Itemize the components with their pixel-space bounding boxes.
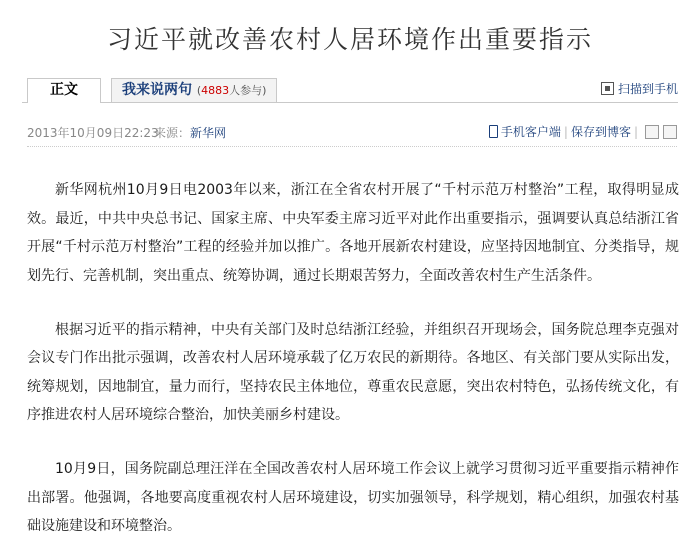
publish-date: 2013年10月09日22:23 — [27, 126, 159, 140]
qr-code-icon — [601, 82, 614, 95]
comments-label: 我来说两句 — [122, 82, 192, 98]
article-body — [27, 176, 679, 541]
separator: | — [563, 125, 568, 139]
paragraph: 10月9日，国务院副总理汪洋在全国改善农村人居环境工作会议上就学习贯彻习近平重要指示精神作出部署。他强调，各地要高度重视农村人居环境建设，切实加强领导，科学规划，精心组织，加强农村基础设施建设和环境整治。 — [27, 461, 679, 534]
tab-comments[interactable] — [111, 78, 277, 102]
meta-divider — [27, 146, 677, 147]
article-tools — [489, 123, 677, 140]
save-to-blog-link[interactable]: 保存到博客 — [570, 125, 631, 139]
scan-to-phone-link[interactable] — [601, 80, 678, 97]
tab-main-text[interactable]: 正文 — [27, 78, 101, 103]
paragraph: 新华网杭州10月9日电2003年以来，浙江在全省农村开展了“千村示范万村整治”工程，取得明显成效。最近，中共中央总书记、国家主席、中央军委主席习近平对此作出重要指示，强调要认真总结浙江省开展“千村示范万村整治”工程的经验并加以推广。各地开展新农村建设，应坚持因地制宜、分类指导，规划先行、完善机制，突出重点、统筹协调，通过长期艰苦努力，全面改善农村生产生活条件。 — [27, 182, 679, 284]
source-line — [154, 124, 226, 141]
tab-bar — [22, 78, 678, 103]
paragraph: 根据习近平的指示精神，中央有关部门及时总结浙江经验，并组织召开现场会，国务院总理李克强对会议专门作出批示强调，改善农村人居环境承载了亿万农民的新期待。各地区、有关部门要从实际出发，统筹规划，因地制宜，量力而行，坚持农民主体地位，尊重农民意愿，突出农村特色，弘扬传统文化，有序推进农村人居环境综合整治，加快美丽乡村建设。 — [27, 321, 679, 423]
separator: | — [633, 125, 638, 139]
phone-icon — [489, 125, 498, 138]
comment-count: (4883人参与) — [196, 84, 267, 97]
mobile-client-link[interactable]: 手机客户端 — [489, 125, 561, 139]
scan-to-phone-label: 扫描到手机 — [617, 82, 678, 96]
source-link[interactable]: 新华网 — [190, 126, 227, 140]
source-label: 来源： — [154, 126, 191, 140]
print-icon[interactable] — [645, 125, 659, 139]
article-title: 习近平就改善农村人居环境作出重要指示 — [106, 25, 593, 54]
share-icon[interactable] — [663, 125, 677, 139]
article-meta — [27, 124, 677, 140]
